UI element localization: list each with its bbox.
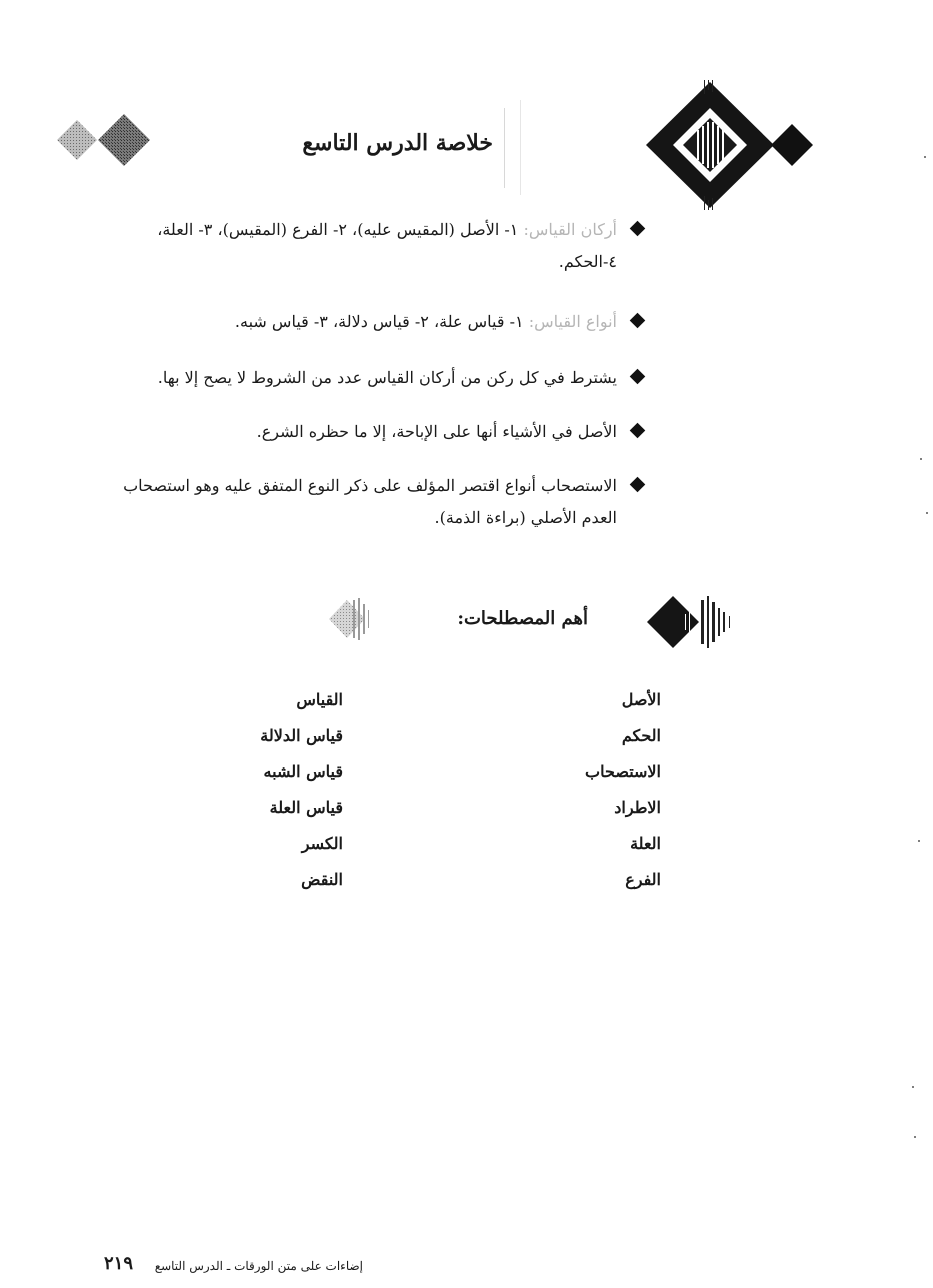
bullet-diamond-icon	[630, 477, 646, 493]
running-footer: إضاءات على متن الورقات ـ الدرس التاسع	[154, 1259, 363, 1273]
term-item: قياس الدلالة	[260, 726, 343, 745]
term-item: الأصل	[621, 690, 661, 709]
term-item: الاستصحاب	[585, 762, 661, 781]
summary-item	[157, 214, 643, 278]
term-item: الحكم	[621, 726, 661, 745]
terms-ornament-faded-icon	[325, 594, 385, 644]
header-divider-faint	[520, 100, 521, 195]
scan-mark	[920, 458, 922, 460]
terms-ornament-icon	[645, 592, 740, 652]
summary-item	[257, 416, 643, 448]
summary-item-text-continued: ٤-الحكم.	[558, 252, 617, 271]
summary-item-text: يشترط في كل ركن من أركان القياس عدد من الشروط لا يصح إلا بها.	[157, 368, 617, 387]
terms-title: أهم المصطلحات:	[457, 608, 588, 629]
bullet-diamond-icon	[630, 369, 646, 385]
term-item: العلة	[630, 834, 661, 853]
term-item: قياس الشبه	[263, 762, 343, 781]
term-item: الفرع	[625, 870, 661, 889]
page-title: خلاصة الدرس التاسع	[302, 130, 493, 156]
scan-mark	[924, 156, 926, 158]
scan-mark	[912, 1086, 914, 1088]
term-item: النقض	[301, 870, 343, 889]
summary-item-text: ١- قياس علة، ٢- قياس دلالة، ٣- قياس شبه.	[234, 312, 524, 331]
scan-mark	[926, 512, 928, 514]
summary-item-text: الاستصحاب أنواع اقتصر المؤلف على ذكر النوع المتفق عليه وهو استصحاب	[123, 476, 617, 495]
term-item: قياس العلة	[269, 798, 343, 817]
summary-item	[123, 470, 643, 534]
bullet-diamond-icon	[630, 221, 646, 237]
bullet-diamond-icon	[630, 423, 646, 439]
summary-item-text: الأصل في الأشياء أنها على الإباحة، إلا ما حظره الشرع.	[256, 422, 617, 441]
page-number: ٢١٩	[103, 1253, 133, 1274]
bullet-diamond-icon	[630, 313, 646, 329]
header-ornament-icon	[642, 80, 817, 210]
header-ornament-left-icon	[52, 110, 152, 170]
summary-item-label: أركان القياس:	[523, 220, 617, 239]
term-item: القياس	[296, 690, 343, 709]
summary-item	[235, 306, 643, 338]
summary-item-text: ١- الأصل (المقيس عليه)، ٢- الفرع (المقيس)، ٣- العلة،	[157, 220, 519, 239]
header-divider	[504, 108, 505, 188]
term-item: الاطراد	[614, 798, 661, 817]
summary-item	[158, 362, 643, 394]
scan-mark	[914, 1136, 916, 1138]
scan-mark	[918, 840, 920, 842]
summary-item-label: أنواع القياس:	[528, 312, 617, 331]
term-item: الكسر	[301, 834, 343, 853]
summary-item-text-continued: العدم الأصلي (براءة الذمة).	[434, 508, 617, 527]
